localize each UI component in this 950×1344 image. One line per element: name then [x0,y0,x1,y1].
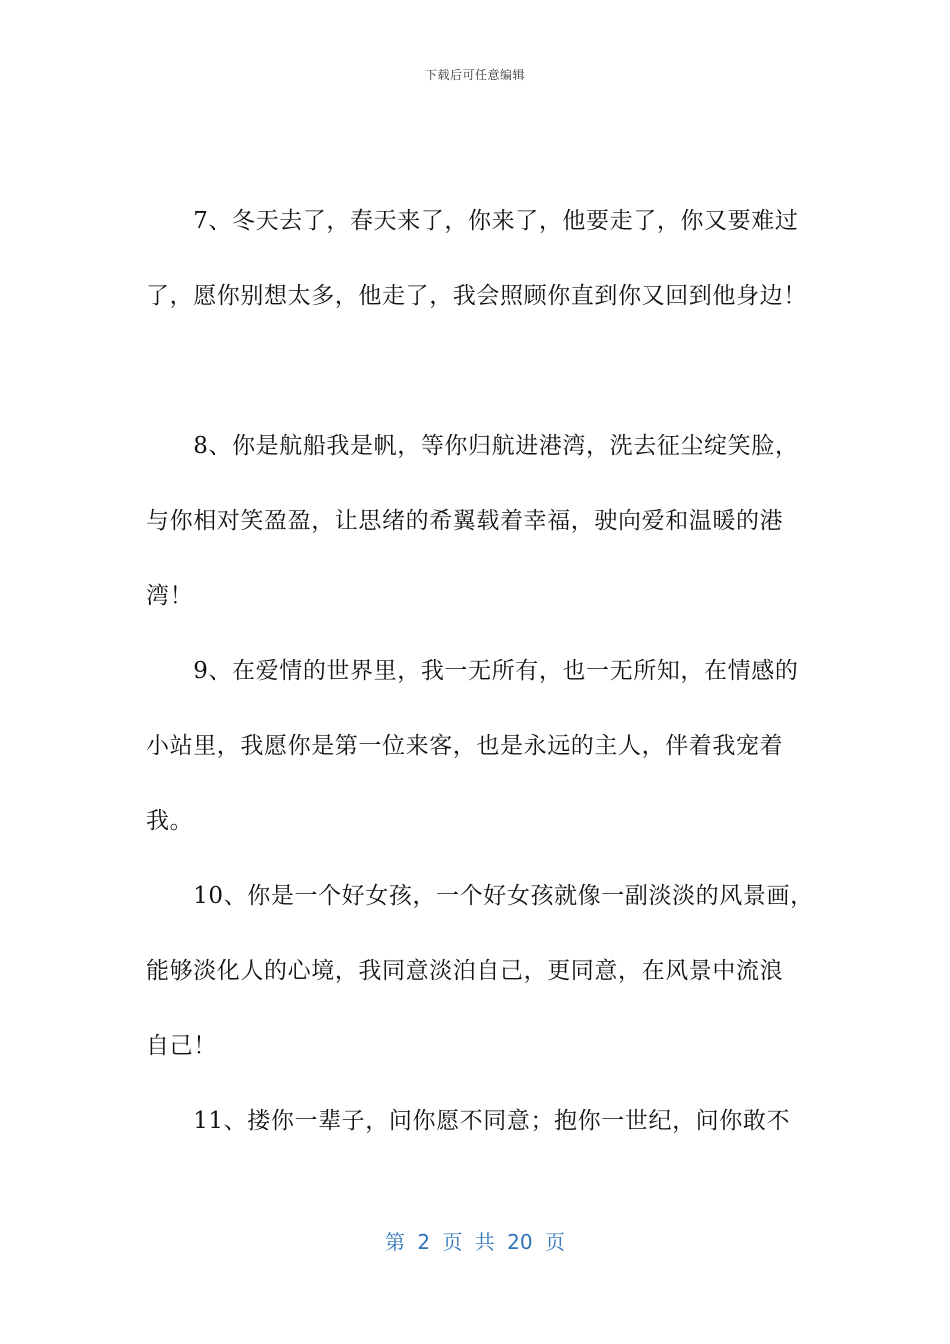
paragraph-11-line-1: 11、搂你一辈子，问你愿不同意；抱你一世纪，问你敢不 [146,1108,791,1134]
paragraph-9-line-3: 我。 [146,808,194,834]
footer-page-number: 2 [417,1230,431,1254]
paragraph-10-line-1: 10、你是一个好女孩，一个好女孩就像一副淡淡的风景画， [146,883,814,909]
paragraph-8-line-3: 湾！ [146,583,194,609]
page-footer [0,1226,950,1255]
paragraph-8-line-1: 8、你是航船我是帆，等你归航进港湾，洗去征尘绽笑脸， [146,433,799,459]
paragraph-8-line-2: 与你相对笑盈盈，让思绪的希翼载着幸福，驶向爱和温暖的港 [146,508,784,534]
page-header: 下载后可任意编辑 [424,68,525,82]
paragraph-7-line-1: 7、冬天去了，春天来了，你来了，他要走了，你又要难过 [146,208,799,234]
paragraph-10-line-3: 自己！ [146,1033,217,1059]
paragraph-9-line-1: 9、在爱情的世界里，我一无所有，也一无所知，在情感的 [146,658,799,684]
paragraph-9-line-2: 小站里，我愿你是第一位来客，也是永远的主人，伴着我宠着 [146,733,784,759]
footer-suffix: 页 [544,1230,565,1254]
paragraph-10-line-2: 能够淡化人的心境，我同意淡泊自己，更同意，在风景中流浪 [146,958,784,984]
footer-middle: 页 共 [442,1230,495,1254]
footer-prefix: 第 [385,1230,405,1254]
paragraph-7-line-2: 了，愿你别想太多，他走了，我会照顾你直到你又回到他身边！ [146,283,807,309]
footer-total-pages: 20 [507,1230,533,1254]
